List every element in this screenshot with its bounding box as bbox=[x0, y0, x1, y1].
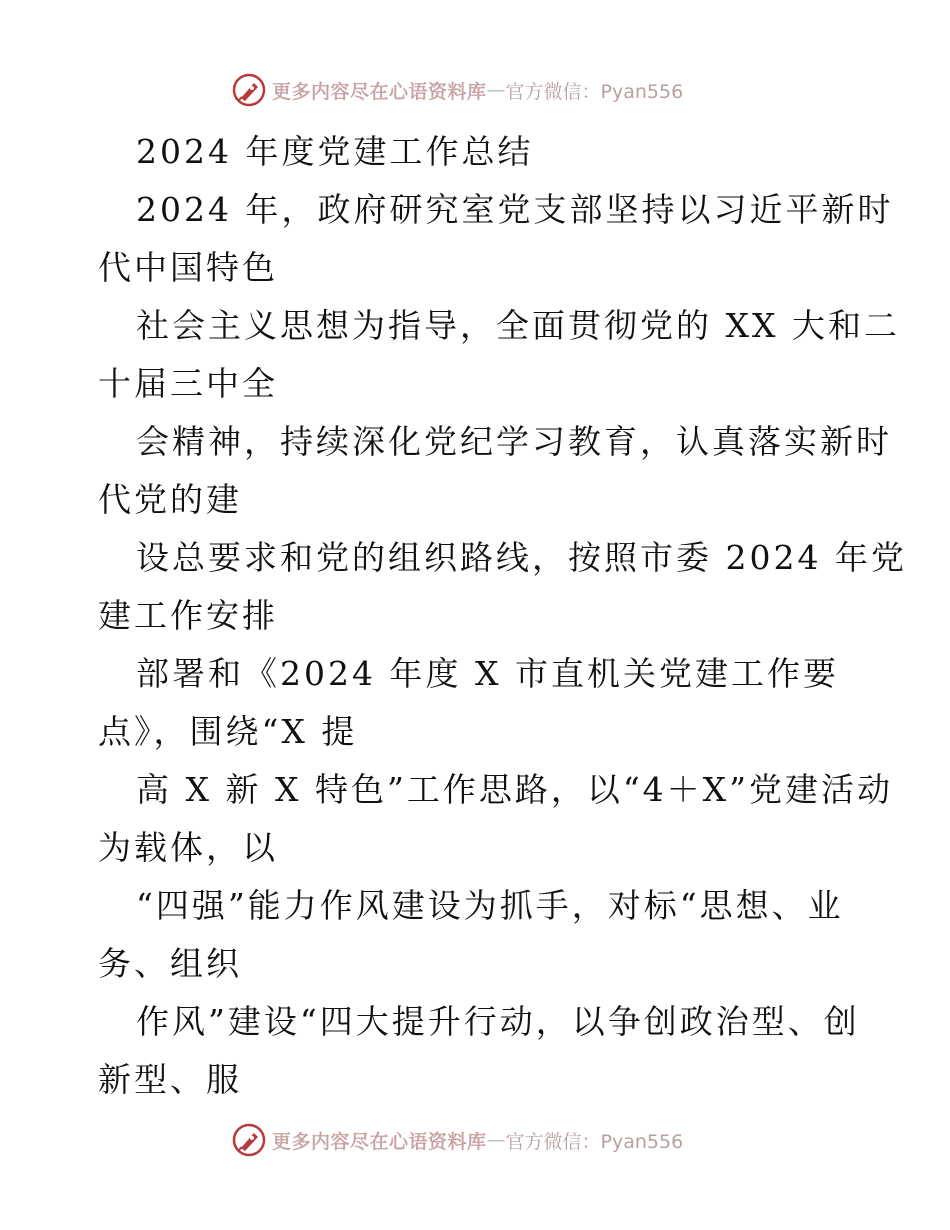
text-line: 2024 年，政府研究室党支部坚持以习近平新时 bbox=[136, 190, 894, 229]
footer-banner bbox=[232, 1122, 683, 1158]
banner-contact: 官方微信：Pyan556 bbox=[505, 1130, 684, 1153]
text-line: 会精神，持续深化党纪学习教育，认真落实新时 bbox=[136, 422, 892, 461]
text-line: “四强”能力作风建设为抓手，对标“思想、业 bbox=[136, 886, 844, 925]
text-line: 部署和《2024 年度 X 市直机关党建工作要 bbox=[136, 654, 839, 693]
document-title: 2024 年度党建工作总结 bbox=[136, 132, 534, 171]
pen-nib-logo-icon bbox=[232, 73, 266, 107]
text-line: 务、组织 bbox=[98, 944, 242, 983]
banner-contact: 官方微信：Pyan556 bbox=[505, 80, 684, 103]
text-line: 高 X 新 X 特色”工作思路，以“4＋X”党建活动 bbox=[136, 770, 894, 809]
document-body bbox=[98, 123, 907, 1109]
text-line: 点》，围绕“X 提 bbox=[98, 712, 358, 751]
banner-slogan: 更多内容尽在心语资料库 bbox=[272, 1130, 487, 1153]
header-banner bbox=[232, 72, 683, 108]
text-line: 社会主义思想为指导，全面贯彻党的 XX 大和二 bbox=[136, 306, 900, 345]
banner-separator: — bbox=[486, 79, 506, 101]
pen-nib-logo-icon bbox=[232, 1123, 266, 1157]
text-line: 新型、服 bbox=[98, 1060, 242, 1099]
text-line: 建工作安排 bbox=[98, 596, 278, 635]
banner-separator: — bbox=[486, 1129, 506, 1151]
text-line: 设总要求和党的组织路线，按照市委 2024 年党 bbox=[136, 538, 907, 577]
text-line: 作风”建设“四大提升行动，以争创政治型、创 bbox=[136, 1002, 860, 1041]
text-line: 代党的建 bbox=[98, 480, 242, 519]
banner-slogan: 更多内容尽在心语资料库 bbox=[272, 80, 487, 103]
text-line: 代中国特色 bbox=[98, 248, 278, 287]
text-line: 十届三中全 bbox=[98, 364, 278, 403]
text-line: 为载体，以 bbox=[98, 828, 278, 867]
